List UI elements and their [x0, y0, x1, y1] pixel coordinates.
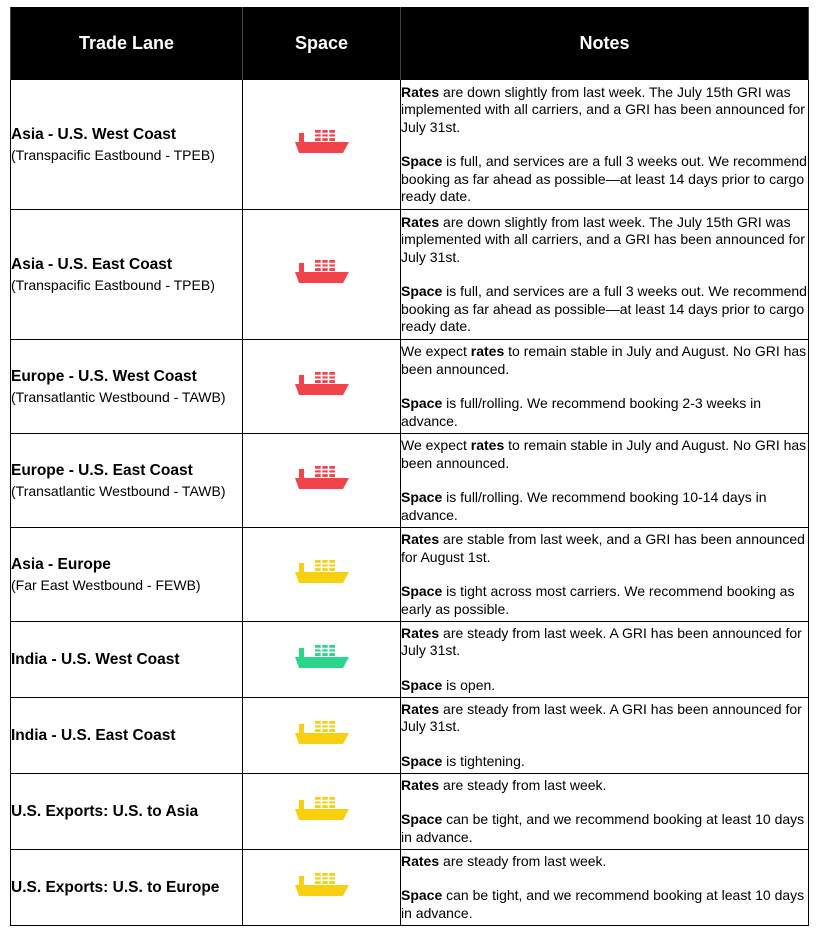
lane-subtitle: (Transatlantic Westbound - TAWB) — [11, 388, 226, 405]
ship-icon — [294, 718, 350, 748]
lane-name: India - U.S. West Coast — [11, 650, 180, 668]
lane-name: India - U.S. East Coast — [11, 726, 176, 744]
rates-note — [401, 437, 808, 472]
trade-lane-cell — [11, 434, 243, 528]
rates-prefix: We expect — [401, 343, 471, 359]
space-note — [401, 887, 808, 922]
notes-cell — [401, 528, 809, 622]
rates-text: are steady from last week. — [439, 776, 607, 793]
space-note — [401, 583, 808, 618]
rates-text: to remain stable in July and August. No GRI has been announced. — [401, 343, 807, 377]
space-keyword: Space — [401, 153, 443, 169]
rates-note — [401, 343, 808, 378]
rates-keyword: Rates — [401, 213, 440, 230]
space-cell — [243, 210, 401, 340]
table-row — [11, 774, 809, 850]
space-cell — [243, 340, 401, 434]
space-note — [401, 677, 808, 695]
notes-cell — [401, 80, 809, 210]
notes-cell — [401, 622, 809, 698]
table-row — [11, 80, 809, 210]
space-text: is full, and services are a full 3 weeks out. We recommend booking as far ahead as possible—at least 14 days prior to cargo ready date. — [401, 153, 807, 204]
lane-name: U.S. Exports: U.S. to Europe — [11, 878, 220, 896]
notes-cell — [401, 850, 809, 926]
space-note — [401, 811, 808, 846]
space-keyword: Space — [401, 283, 443, 299]
trade-lane-cell — [11, 528, 243, 622]
rates-note — [401, 625, 808, 660]
rates-text: are down slightly from last week. The July 15th GRI was implemented with all carriers, and a GRI has been announced for July 31st. — [401, 213, 805, 265]
ship-icon — [294, 642, 350, 672]
rates-note — [401, 84, 808, 137]
lane-subtitle: (Transatlantic Westbound - TAWB) — [11, 482, 226, 499]
space-keyword: Space — [401, 887, 443, 904]
table-row — [11, 698, 809, 774]
space-cell — [243, 774, 401, 850]
space-text: is open. — [442, 676, 496, 693]
trade-lanes-table — [10, 7, 809, 926]
space-keyword: Space — [401, 676, 443, 693]
space-keyword: Space — [401, 489, 443, 505]
space-note — [401, 395, 808, 430]
space-text: is full/rolling. We recommend booking 10-14 days in advance. — [401, 489, 767, 523]
table-header-row — [11, 7, 809, 80]
trade-lane-cell — [11, 340, 243, 434]
table-row — [11, 434, 809, 528]
space-cell — [243, 434, 401, 528]
trade-lane-cell — [11, 850, 243, 926]
space-cell — [243, 80, 401, 210]
notes-cell — [401, 210, 809, 340]
rates-note — [401, 853, 808, 871]
rates-keyword: Rates — [401, 700, 440, 717]
table-row — [11, 528, 809, 622]
table-row — [11, 850, 809, 926]
space-cell — [243, 850, 401, 926]
trade-lane-cell — [11, 774, 243, 850]
trade-lane-cell — [11, 698, 243, 774]
ship-icon — [294, 794, 350, 824]
table-row — [11, 210, 809, 340]
rates-keyword: Rates — [401, 852, 440, 869]
notes-header: Notes — [401, 7, 809, 80]
space-keyword: Space — [401, 752, 443, 769]
trade-lane-cell — [11, 80, 243, 210]
notes-cell — [401, 434, 809, 528]
rates-keyword: rates — [470, 437, 505, 453]
lane-name: Europe - U.S. West Coast — [11, 367, 197, 385]
lane-name: U.S. Exports: U.S. to Asia — [11, 802, 199, 820]
space-text: is tightening. — [442, 752, 525, 769]
space-note — [401, 753, 808, 771]
table-row — [11, 622, 809, 698]
space-text: is tight across most carriers. We recommend booking as early as possible. — [401, 583, 795, 617]
trade-lane-header: Trade Lane — [11, 7, 243, 80]
rates-text: are steady from last week. — [439, 852, 607, 869]
rates-note — [401, 214, 808, 267]
space-cell — [243, 622, 401, 698]
rates-keyword: Rates — [401, 624, 440, 641]
trade-lane-cell — [11, 210, 243, 340]
lane-name: Asia - U.S. East Coast — [11, 255, 173, 273]
rates-text: are down slightly from last week. The July 15th GRI was implemented with all carriers, and a GRI has been announced for July 31st. — [401, 83, 805, 135]
lane-subtitle: (Far East Westbound - FEWB) — [11, 576, 201, 593]
ship-icon — [294, 369, 350, 399]
space-keyword: Space — [401, 395, 443, 411]
space-cell — [243, 698, 401, 774]
space-note — [401, 283, 808, 336]
space-keyword: Space — [401, 583, 443, 599]
rates-keyword: Rates — [401, 83, 440, 100]
notes-cell — [401, 774, 809, 850]
space-text: can be tight, and we recommend booking at least 10 days in advance. — [401, 811, 805, 845]
space-note — [401, 153, 808, 206]
rates-note — [401, 777, 808, 795]
ship-icon — [294, 257, 350, 287]
lane-subtitle: (Transpacific Eastbound - TPEB) — [11, 276, 215, 293]
rates-keyword: Rates — [401, 531, 440, 547]
rates-keyword: Rates — [401, 776, 440, 793]
ship-icon — [294, 127, 350, 157]
space-text: can be tight, and we recommend booking at least 10 days in advance. — [401, 887, 805, 921]
notes-cell — [401, 698, 809, 774]
rates-note — [401, 531, 808, 566]
table-row — [11, 340, 809, 434]
rates-keyword: rates — [470, 343, 505, 359]
rates-note — [401, 701, 808, 736]
lane-name: Europe - U.S. East Coast — [11, 461, 193, 479]
ship-icon — [294, 557, 350, 587]
rates-text: to remain stable in July and August. No GRI has been announced. — [401, 437, 807, 471]
rates-text: are steady from last week. A GRI has been announced for July 31st. — [401, 624, 802, 659]
rates-prefix: We expect — [401, 437, 471, 453]
notes-cell — [401, 340, 809, 434]
space-header: Space — [243, 7, 401, 80]
space-keyword: Space — [401, 811, 443, 828]
trade-lane-cell — [11, 622, 243, 698]
lane-name: Asia - Europe — [11, 555, 111, 573]
lane-subtitle: (Transpacific Eastbound - TPEB) — [11, 146, 215, 163]
space-cell — [243, 528, 401, 622]
space-note — [401, 489, 808, 524]
lane-name: Asia - U.S. West Coast — [11, 125, 177, 143]
ship-icon — [294, 463, 350, 493]
space-text: is full/rolling. We recommend booking 2-3 weeks in advance. — [401, 395, 762, 429]
rates-text: are stable from last week, and a GRI has been announced for August 1st. — [401, 531, 805, 565]
rates-text: are steady from last week. A GRI has been announced for July 31st. — [401, 700, 802, 735]
ship-icon — [294, 870, 350, 900]
space-text: is full, and services are a full 3 weeks out. We recommend booking as far ahead as possible—at least 14 days prior to cargo ready date. — [401, 283, 807, 334]
